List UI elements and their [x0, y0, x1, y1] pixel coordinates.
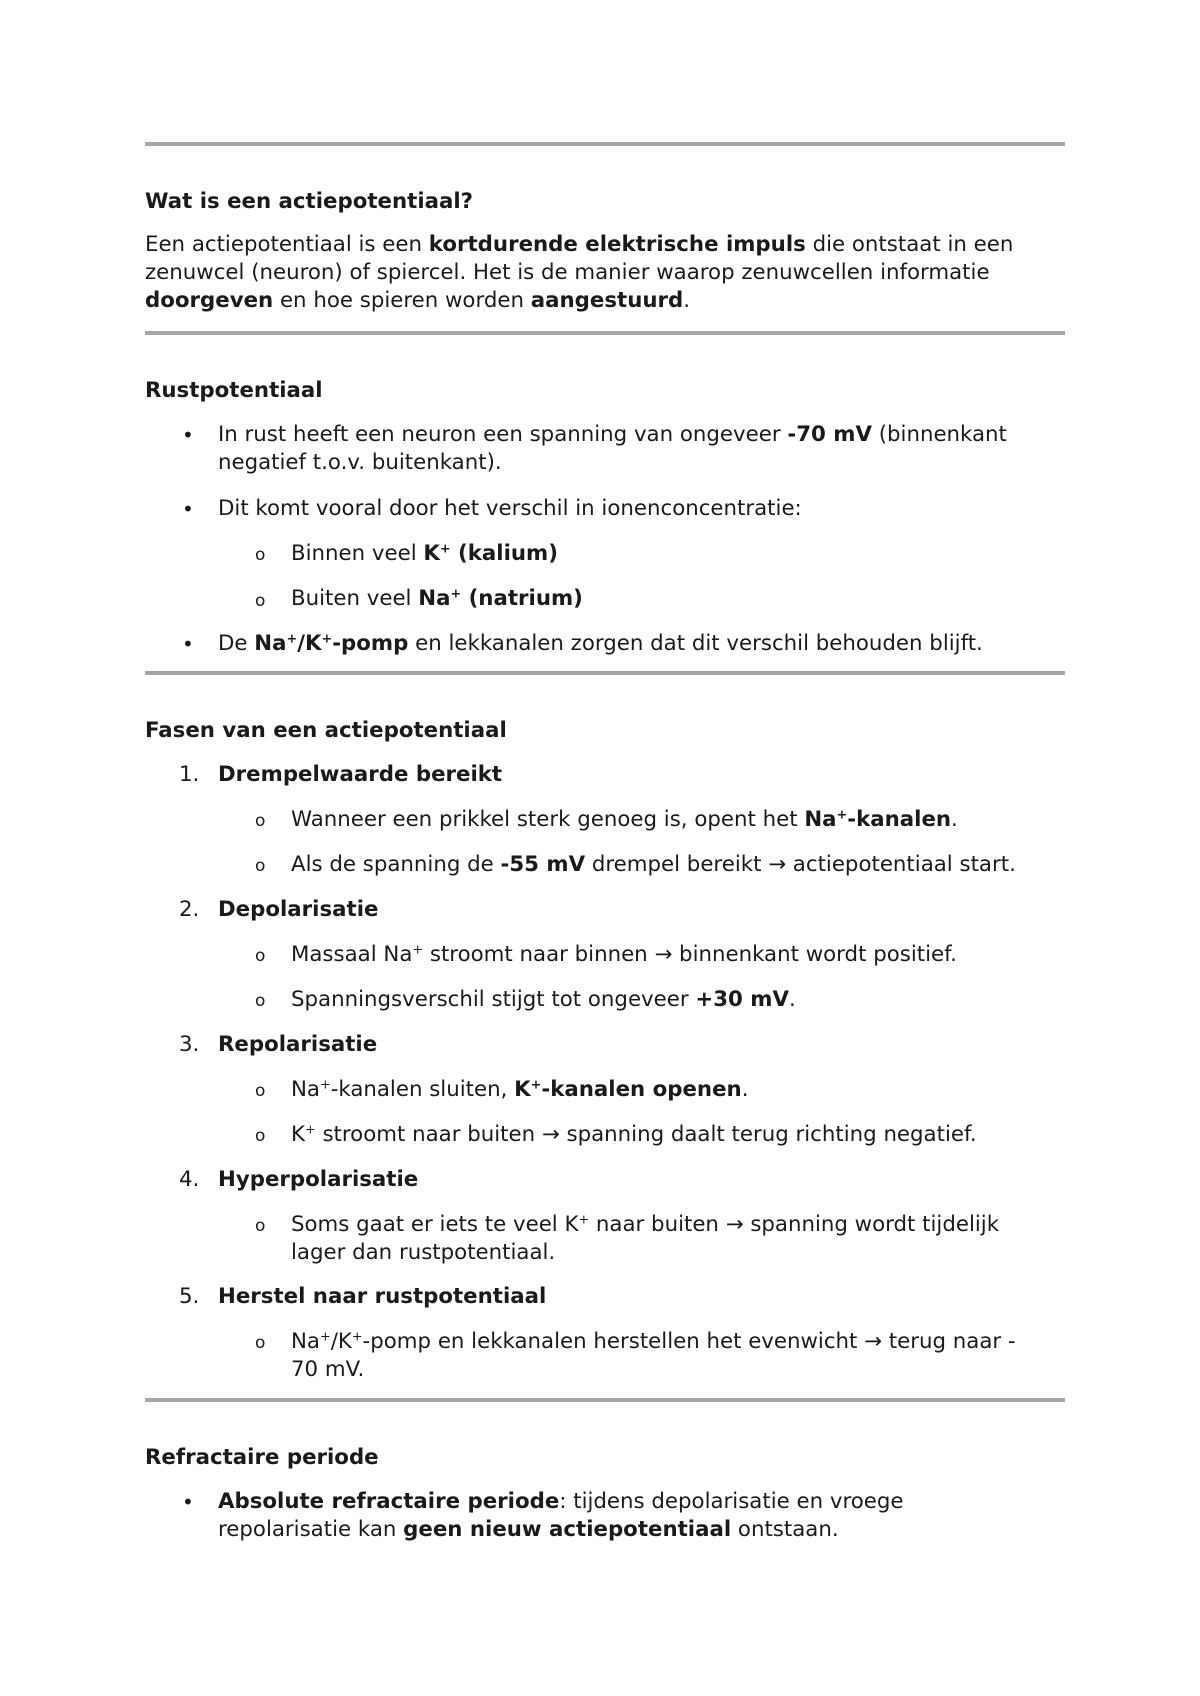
rust-bullet-1: In rust heeft een neuron een spanning van ongeveer -70 mV (binnenkant [218, 422, 1007, 447]
phase-2-sub-2: Spanningsverschil stijgt tot ongeveer +30 mV. [291, 987, 796, 1012]
section-heading-intro: Wat is een actiepotentiaal? [145, 189, 474, 214]
intro-line-1: Een actiepotentiaal is een kortdurende elektrische impuls die ontstaat in een [145, 232, 1014, 257]
refractair-bullet-1-cont: repolarisatie kan geen nieuw actiepotentiaal ontstaan. [218, 1517, 839, 1542]
intro-line-3: doorgeven en hoe spieren worden aangestuurd. [145, 288, 691, 313]
rust-bullet-1-cont: negatief t.o.v. buitenkant). [218, 450, 502, 475]
list-number: 2. [179, 897, 200, 922]
phase-1-title: Drempelwaarde bereikt [218, 762, 503, 787]
section-heading-fasen: Fasen van een actiepotentiaal [145, 718, 507, 743]
sub-bullet-icon: o [255, 856, 266, 876]
phase-4-sub-1-cont: lager dan rustpotentiaal. [291, 1240, 556, 1265]
intro-line-2: zenuwcel (neuron) of spiercel. Het is de manier waarop zenuwcellen informatie [145, 260, 990, 285]
sub-bullet-icon: o [255, 545, 266, 565]
bullet-icon: • [182, 632, 194, 656]
horizontal-rule [145, 1398, 1065, 1402]
phase-3-sub-1: Na+-kanalen sluiten, K+-kanalen openen. [291, 1077, 749, 1102]
rust-sub-1: Binnen veel K+ (kalium) [291, 541, 558, 566]
sub-bullet-icon: o [255, 991, 266, 1011]
refractair-bullet-1: Absolute refractaire periode: tijdens depolarisatie en vroege [218, 1489, 904, 1514]
list-number: 5. [179, 1284, 200, 1309]
phase-3-title: Repolarisatie [218, 1032, 378, 1057]
sub-bullet-icon: o [255, 811, 266, 831]
list-number: 3. [179, 1032, 200, 1057]
list-number: 4. [179, 1167, 200, 1192]
sub-bullet-icon: o [255, 1126, 266, 1146]
sub-bullet-icon: o [255, 946, 266, 966]
rust-bullet-2: Dit komt vooral door het verschil in ionenconcentratie: [218, 496, 802, 521]
phase-1-sub-2: Als de spanning de -55 mV drempel bereikt → actiepotentiaal start. [291, 852, 1016, 877]
bullet-icon: • [182, 1490, 194, 1514]
phase-5-sub-1: Na+/K+-pomp en lekkanalen herstellen het evenwicht → terug naar - [291, 1329, 1016, 1354]
phase-5-title: Herstel naar rustpotentiaal [218, 1284, 547, 1309]
sub-bullet-icon: o [255, 1081, 266, 1101]
horizontal-rule [145, 671, 1065, 675]
list-number: 1. [179, 762, 200, 787]
phase-1-sub-1: Wanneer een prikkel sterk genoeg is, opent het Na+-kanalen. [291, 807, 958, 832]
section-heading-rust: Rustpotentiaal [145, 378, 323, 403]
sub-bullet-icon: o [255, 1216, 266, 1236]
phase-3-sub-2: K+ stroomt naar buiten → spanning daalt terug richting negatief. [291, 1122, 977, 1147]
phase-2-sub-1: Massaal Na+ stroomt naar binnen → binnenkant wordt positief. [291, 942, 957, 967]
phase-4-sub-1: Soms gaat er iets te veel K+ naar buiten → spanning wordt tijdelijk [291, 1212, 1000, 1237]
horizontal-rule [145, 331, 1065, 335]
section-heading-refractair: Refractaire periode [145, 1445, 379, 1470]
horizontal-rule [145, 142, 1065, 146]
sub-bullet-icon: o [255, 591, 266, 611]
sub-bullet-icon: o [255, 1333, 266, 1353]
rust-sub-2: Buiten veel Na+ (natrium) [291, 586, 583, 611]
phase-4-title: Hyperpolarisatie [218, 1167, 419, 1192]
phase-5-sub-1-cont: 70 mV. [291, 1357, 365, 1382]
bullet-icon: • [182, 423, 194, 447]
phase-2-title: Depolarisatie [218, 897, 379, 922]
bullet-icon: • [182, 497, 194, 521]
rust-bullet-3: De Na+/K+-pomp en lekkanalen zorgen dat dit verschil behouden blijft. [218, 631, 983, 656]
